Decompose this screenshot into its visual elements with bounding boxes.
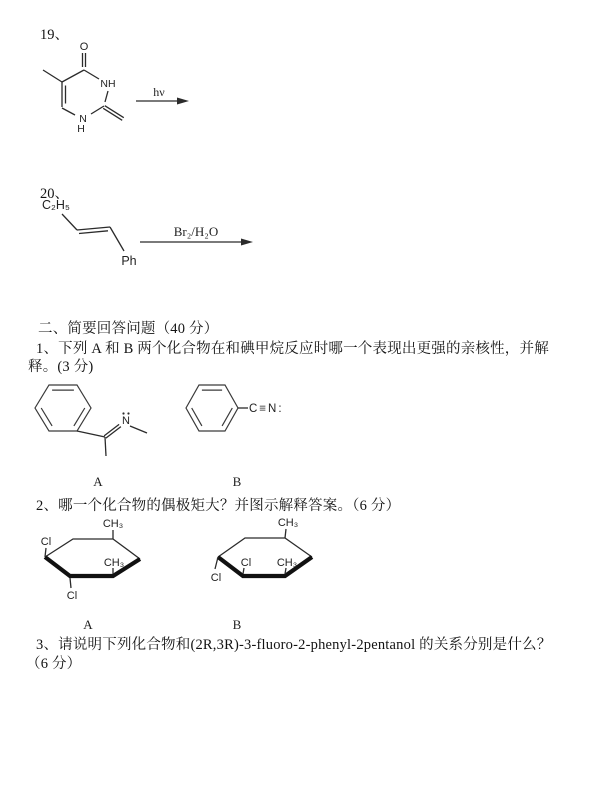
q2a-ch3-top-label: CH₃ — [102, 518, 124, 530]
imine-n-label: N — [122, 415, 130, 427]
q2-structure-b — [211, 517, 312, 632]
q2b-ch3-top-label: CH₃ — [277, 517, 299, 529]
q19-reaction-arrow — [136, 85, 189, 105]
q2a-ch3-inner-label: CH₃ — [103, 557, 125, 569]
question-1-text-line1: 1、下列 A 和 B 两个化合物在和碘甲烷反应时哪一个表现出更强的亲核性，并解 — [36, 341, 549, 357]
q2-structure-a — [41, 518, 140, 632]
q2-label-b: B — [232, 617, 242, 632]
q19-structure-pyrimidinone — [25, 38, 200, 150]
q1-structure-a-imine — [35, 385, 147, 489]
q20-structure-alkene — [38, 195, 270, 277]
lone-pair-dot — [127, 412, 129, 414]
atom-label-h1: H — [77, 123, 85, 135]
q1-structure-b-isonitrile — [186, 385, 284, 489]
q2a-cl-top-label: Cl — [40, 536, 52, 548]
alkene-structure — [42, 198, 137, 268]
phenyl-label: Ph — [121, 254, 137, 268]
q19-arrow-label: hν — [153, 85, 165, 99]
arrowhead-icon — [241, 239, 253, 246]
arrowhead-icon — [177, 98, 189, 105]
question-20-number: 20、 — [40, 186, 69, 202]
q2-structures — [30, 517, 330, 632]
q2b-ch3-inner-label: CH₃ — [276, 557, 298, 569]
atom-label-n1: N — [79, 113, 87, 125]
q20-reaction-arrow — [140, 224, 253, 246]
ethyl-label: C₂H₅ — [42, 198, 70, 212]
section-2-heading: 二、简要回答问题（40 分） — [38, 321, 219, 337]
nitrile-label: C≡N: — [249, 403, 284, 415]
question-1-text-line2: 释。(3 分) — [28, 359, 94, 375]
q2-label-a: A — [83, 617, 93, 632]
pyrimidinone-ring — [43, 41, 124, 135]
q1-label-b: B — [232, 474, 242, 489]
q20-arrow-label: Br₂/H₂O — [173, 224, 219, 239]
question-3-text-line2: （6 分） — [26, 656, 82, 672]
question-19-number: 19、 — [40, 27, 69, 43]
q1-structures — [30, 385, 310, 490]
q2b-cl-axial-label: Cl — [210, 572, 222, 584]
atom-label-nh: NH — [100, 78, 116, 90]
q2a-cl-bottom-label: Cl — [66, 590, 78, 602]
question-2-text: 2、哪一个化合物的偶极矩大？并图示解释答案。（6 分） — [36, 498, 401, 514]
question-3-text-line1: 3、请说明下列化合物和(2R,3R)-3-fluoro-2-phenyl-2pentanol 的关系分别是什么？ — [36, 637, 552, 653]
lone-pair-dot — [122, 412, 124, 414]
atom-label-oxygen: O — [79, 41, 89, 53]
q2b-cl-inner-label: Cl — [240, 557, 252, 569]
q1-label-a: A — [93, 474, 103, 489]
